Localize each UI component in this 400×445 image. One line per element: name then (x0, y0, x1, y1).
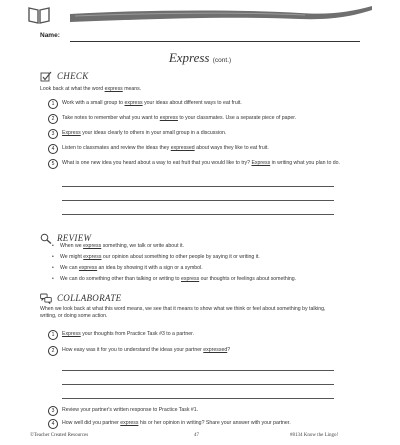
magnifying-glass-icon (40, 233, 52, 244)
bullet-icon: • (52, 276, 54, 282)
collaborate-item-word: Express (62, 331, 81, 337)
collaborate-item-number: 2 (48, 346, 58, 356)
check-item-text: in writing what you plan to do. (270, 160, 340, 166)
review-bullet (60, 254, 350, 261)
check-item-text: your ideas about different ways to eat fruit. (142, 100, 242, 106)
open-book-icon (28, 6, 50, 24)
writing-line[interactable] (62, 186, 334, 187)
collaborate-item (62, 420, 352, 427)
check-item-text: What is one new idea you heard about a way to eat fruit that you would like to try? (62, 160, 252, 166)
bullet-icon: • (52, 254, 54, 260)
check-item-word: express (159, 115, 178, 121)
collaborate-item-word: expressed (203, 347, 228, 353)
review-bullet (60, 276, 350, 283)
review-bullet-text: something, we talk or write about it. (101, 243, 184, 249)
title-suffix: (cont.) (212, 57, 232, 64)
check-item-number: 4 (48, 144, 58, 154)
collaborate-heading-text: COLLABORATE (57, 293, 122, 303)
check-item (62, 115, 342, 122)
review-bullet-text: our opinion about something to other people by saying it or writing it. (101, 254, 260, 260)
check-intro-post: means. (122, 86, 142, 92)
bullet-icon: • (52, 243, 54, 249)
check-item-text: Take notes to remember what you want to (62, 115, 160, 121)
review-bullet-text: When we (60, 243, 84, 249)
collaborate-item-text: How easy was it for you to understand the ideas your partner (62, 347, 204, 353)
name-label: Name: (40, 32, 60, 39)
check-item (62, 160, 342, 167)
check-item-word: express (124, 100, 143, 106)
bullet-icon: • (52, 265, 54, 271)
review-bullet-word: express (181, 276, 200, 282)
check-item-word: Express (251, 160, 271, 166)
collaborate-item-text: your thoughts from Practice Task #3 to a partner. (80, 331, 194, 337)
writing-line[interactable] (62, 200, 334, 201)
check-item-text: about ways they like to eat fruit. (194, 145, 269, 151)
check-item-word: expressed (170, 145, 195, 151)
check-heading (40, 70, 89, 82)
collaborate-item-text: Review your partner's written response to Practice Task #1. (62, 407, 199, 413)
review-bullet-text: We can (60, 265, 79, 271)
check-item-word: Express (62, 130, 81, 136)
review-bullet-text: We can do something other than talking or writing to (60, 276, 182, 282)
speech-bubbles-icon (40, 293, 52, 304)
header-banner (0, 0, 400, 32)
collaborate-item (62, 331, 342, 338)
check-intro-pre: Look back at what the word (40, 86, 105, 92)
collaborate-item-number: 1 (48, 330, 58, 340)
collaborate-item (62, 347, 342, 354)
review-bullet-word: express (83, 254, 102, 260)
collaborate-item-text: ? (227, 347, 231, 353)
review-bullet-word: express (83, 243, 102, 249)
writing-line[interactable] (62, 214, 334, 215)
check-item-text: to your classmates. Use a separate piece of paper. (177, 115, 297, 121)
footer-publisher: ©Teacher Created Resources (30, 433, 89, 438)
check-item-number: 2 (48, 114, 58, 124)
page-title (0, 50, 400, 66)
check-item (62, 100, 342, 107)
name-field[interactable] (40, 32, 360, 44)
check-item-number: 1 (48, 99, 58, 109)
collaborate-intro: When we look back at what this word means, we see that it means to show what we think or feel about something by talking, writing, or doing some action. (40, 306, 326, 319)
collaborate-heading (40, 292, 121, 304)
collaborate-item-text: his or her opinion in writing? Share your answer with your partner. (138, 420, 291, 426)
collaborate-item (62, 407, 342, 414)
check-item-text: Work with a small group to (62, 100, 125, 106)
check-item (62, 145, 342, 152)
review-bullet-word: express (78, 265, 98, 271)
checkbox-icon (40, 71, 52, 82)
title-word: Express (168, 50, 210, 65)
review-heading-text: REVIEW (57, 233, 92, 243)
check-item-text: Listen to classmates and review the ideas they (62, 145, 171, 151)
check-item-number: 3 (48, 129, 58, 139)
review-bullet-text: our thoughts or feelings about something. (199, 276, 297, 282)
collaborate-item-word: express (120, 420, 139, 426)
check-item-number: 5 (48, 159, 58, 169)
check-item-text: your ideas clearly to others in your small group in a discussion. (80, 130, 227, 136)
collaborate-item-number: 3 (48, 406, 58, 416)
check-item (62, 130, 342, 137)
review-bullet (60, 243, 350, 250)
footer-book-title: #8134 Know the Lingo! (290, 433, 339, 438)
check-heading-text: CHECK (57, 71, 89, 81)
review-bullet-text: an idea by showing it with a sign or a symbol. (97, 265, 203, 271)
check-intro-word: express (104, 86, 123, 92)
collaborate-item-number: 4 (48, 419, 58, 429)
review-bullet (60, 265, 350, 272)
check-intro (40, 86, 141, 93)
writing-line[interactable] (62, 370, 334, 371)
writing-line[interactable] (62, 398, 334, 399)
review-bullet-text: We might (60, 254, 84, 260)
writing-line[interactable] (62, 384, 334, 385)
collaborate-item-text: How well did you partner (62, 420, 121, 426)
footer-page-number: 47 (194, 433, 199, 438)
name-line (70, 41, 360, 42)
